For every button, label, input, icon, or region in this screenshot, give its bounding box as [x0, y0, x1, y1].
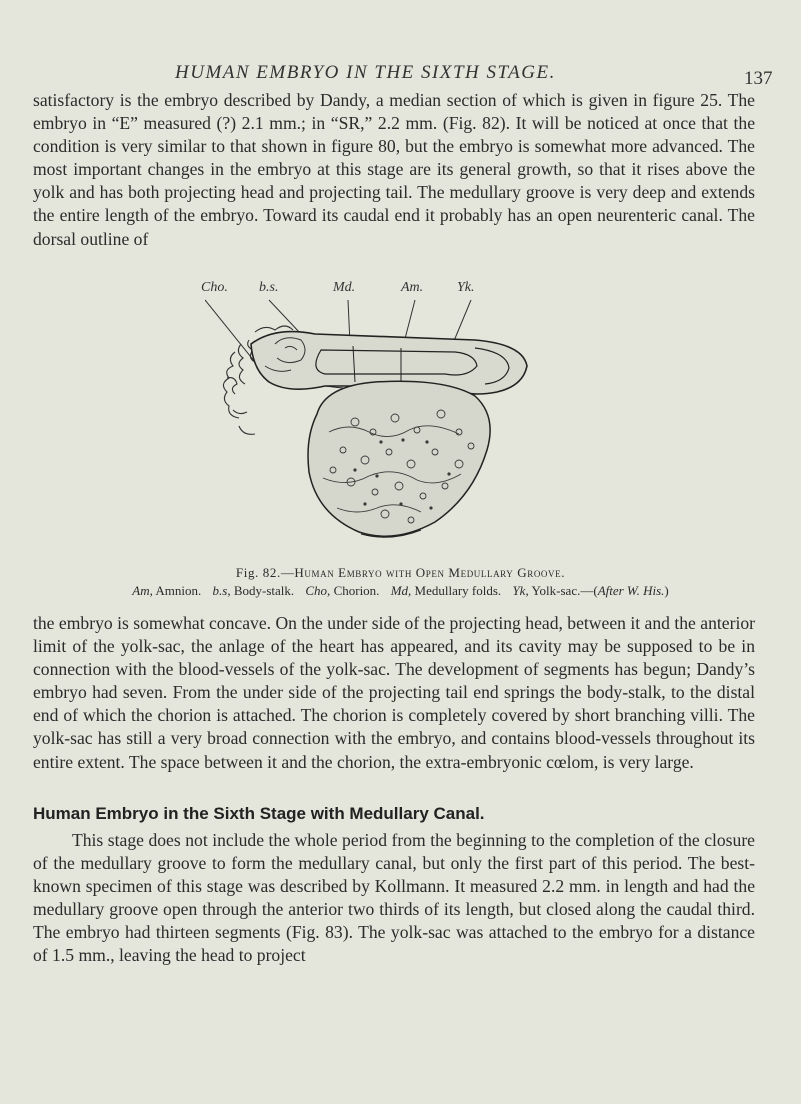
paragraph-1: satisfactory is the embryo described by Dandy, a median section of which is given in figure 25. The embryo in “E” measured (?) 2.1 mm.; in “SR,” 2.2 mm. (Fig. 82). It will be noticed at once that the condition is very similar to that shown in figure 80, but the embryo is somewhat more advanced. The most important changes in the embryo at this stage are its general growth, so that it rises above the yolk and has both projecting head and projecting tail. The medullary groove is very deep and extends the entire length of the embryo. Toward its caudal end it probably has an open neurenteric canal. The dorsal outline of	[33, 90, 755, 249]
legend-cho-abbr: Cho,	[305, 583, 331, 598]
figure-legend	[0, 583, 801, 599]
figure-caption-prefix: Fig. 82.	[235, 565, 281, 580]
legend-yk-abbr: Yk,	[512, 583, 529, 598]
figure-caption-title: —Human Embryo with Open Medullary Groove.	[280, 565, 566, 580]
label-cho: Cho.	[201, 280, 228, 295]
label-yk: Yk.	[457, 280, 475, 295]
legend-md-abbr: Md,	[390, 583, 412, 598]
paragraph-3: This stage does not include the whole period from the beginning to the completion of the closure of the medullary groove to form the medullary canal, but only the first part of this period. The best-known specimen of this stage was described by Kollmann. It measured 2.2 mm. in length and had the medullary groove open through the anterior two thirds of its length, but closed along the caudal third. The embryo had thirteen segments (Fig. 83). The yolk-sac was attached to the embryo for a distance of 1.5 mm., leaving the head to project	[33, 830, 755, 966]
legend-bs-text: Body-stalk.	[233, 583, 295, 598]
page-number: 137	[744, 68, 773, 89]
label-am: Am.	[401, 280, 424, 295]
legend-yk-text: Yolk-sac.—(	[531, 583, 598, 598]
legend-close: )	[664, 583, 669, 598]
legend-after-text: After W. His.	[597, 583, 665, 598]
section-heading: Human Embryo in the Sixth Stage with Medullary Canal.	[33, 804, 485, 823]
legend-bs-abbr: b.s,	[212, 583, 231, 598]
embryo-figure	[201, 280, 535, 568]
figure-caption	[0, 565, 801, 581]
legend-cho-text: Chorion.	[333, 583, 380, 598]
legend-am-abbr: Am,	[132, 583, 153, 598]
paragraph-2: the embryo is somewhat concave. On the under side of the projecting head, between it and the anterior limit of the yolk-sac, the anlage of the heart has appeared, and its cavity may be supposed to be in connection with the blood-vessels of the yolk-sac. The development of segments has begun; Dandy’s embryo had seven. From the under side of the projecting tail end springs the body-stalk, to the distal end of which the chorion is attached. The chorion is completely covered by short branching villi. The yolk-sac has still a very broad connection with the embryo, and contains blood-vessels throughout its entire extent. The space between it and the chorion, the extra-embryonic cœlom, is very large.	[33, 613, 755, 772]
legend-md-text: Medullary folds.	[414, 583, 502, 598]
embryo-illustration	[205, 282, 535, 568]
legend-am-text: Amnion.	[155, 583, 202, 598]
label-bs: b.s.	[259, 280, 279, 295]
label-md: Md.	[333, 280, 356, 295]
running-head: HUMAN EMBRYO IN THE SIXTH STAGE.	[175, 62, 556, 83]
